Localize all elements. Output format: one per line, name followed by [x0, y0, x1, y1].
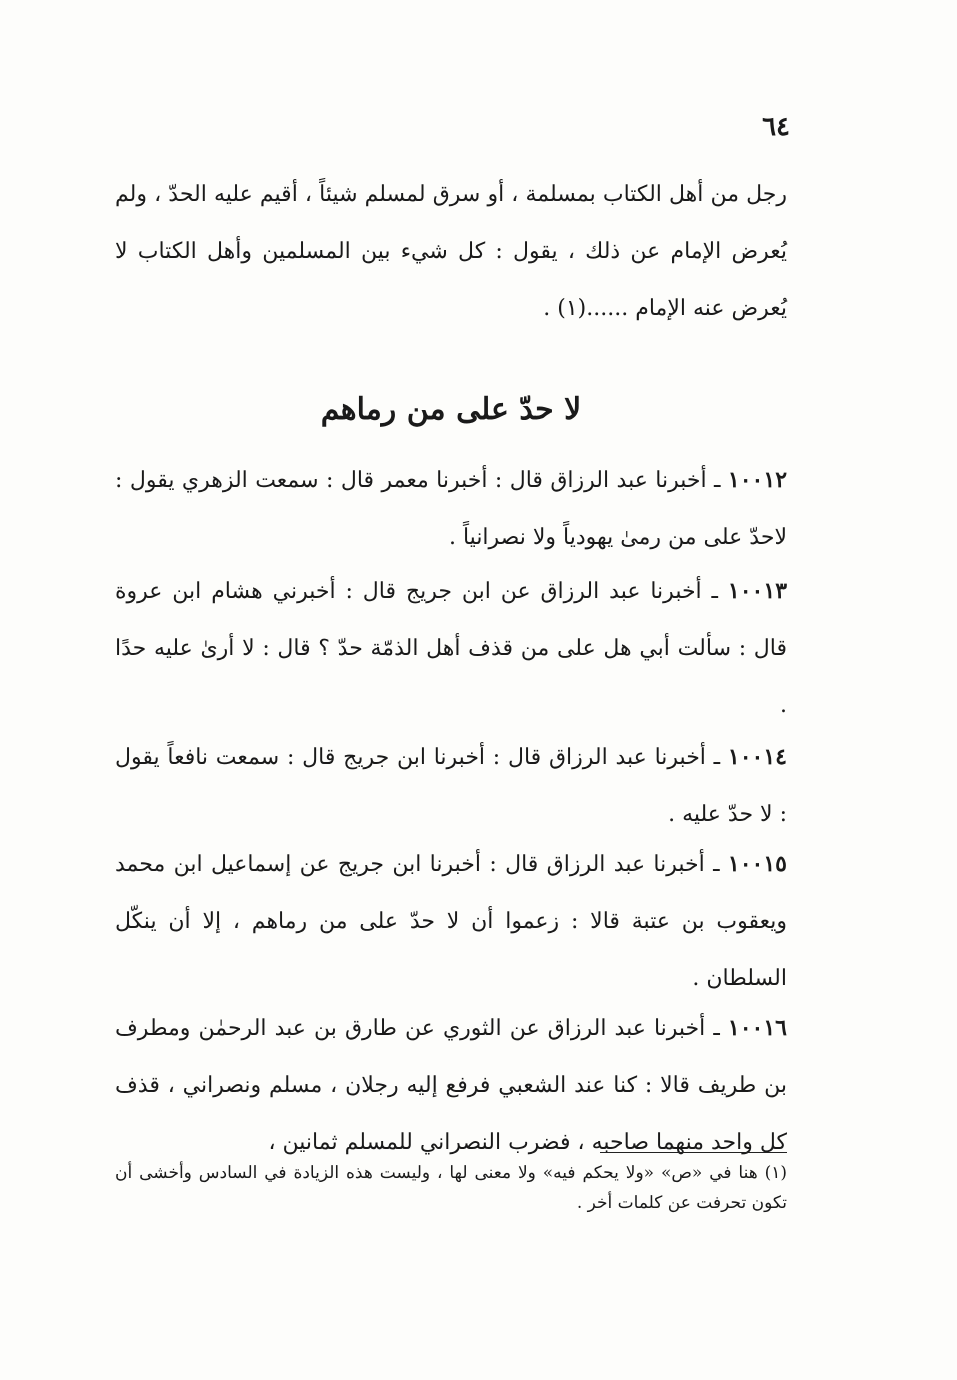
page-number: ٦٤ [762, 112, 790, 142]
hadith-paragraph [115, 563, 787, 734]
hadith-text: ـ أخبرنا عبد الرزاق قال : أخبرنا ابن جريج عن إسماعيل ابن محمد ويعقوب بن عتبة قالا : زعموا أن لا حدّ على من رماهم ، إلا أن ينكّل السلطان . [115, 852, 787, 991]
hadith-paragraph [115, 1000, 787, 1171]
intro-paragraph: رجل من أهل الكتاب بمسلمة ، أو سرق لمسلم شيئاً ، أقيم عليه الحدّ ، ولم يُعرض الإمام عن ذلك ، يقول : كل شيء بين المسلمين وأهل الكتاب لا يُعرض عنه الإمام ......(١) . [115, 182, 787, 321]
footnote: (١) هنا في «ص» «ولا يحكم فيه» ولا معنى لها ، وليست هذه الزيادة في السادس وأخشى أن تكون تحرفت عن كلمات أخر . [115, 1163, 787, 1213]
hadith-number: ١٠٠١٤ [727, 744, 787, 770]
hadith-number: ١٠٠١٣ [727, 578, 788, 604]
hadith-text: ـ أخبرنا عبد الرزاق قال : أخبرنا ابن جريج قال : سمعت نافعاً يقول : لا حدّ عليه . [115, 745, 787, 827]
footnote-divider [600, 1152, 787, 1153]
hadith-paragraph [115, 729, 787, 843]
section-heading: لا حدّ على من رماهم [320, 392, 582, 427]
hadith-paragraph [115, 836, 787, 1007]
hadith-paragraph [115, 452, 787, 566]
hadith-text: ـ أخبرنا عبد الرزاق عن الثوري عن طارق بن عبد الرحمٰن ومطرف بن طريف قالا : كنا عند الشعبي فرفع إليه رجلان ، مسلم ونصراني ، قذف كل واحد منهما صاحبه ، فضرب النصراني للمسلم ثمانين ، [115, 1016, 787, 1155]
hadith-number: ١٠٠١٦ [727, 1015, 787, 1041]
hadith-text: ـ أخبرنا عبد الرزاق قال : أخبرنا معمر قال : سمعت الزهري يقول : لاحدّ على من رمىٰ يهودياً ولا نصرانياً . [115, 468, 787, 550]
hadith-number: ١٠٠١٢ [727, 467, 788, 493]
hadith-text: ـ أخبرنا عبد الرزاق عن ابن جريج قال : أخبرني هشام ابن عروة قال : سألت أبي هل على من قذف أهل الذمّة حدّ ؟ قال : لا أرىٰ عليه حدًا . [115, 579, 787, 718]
hadith-number: ١٠٠١٥ [727, 851, 787, 877]
